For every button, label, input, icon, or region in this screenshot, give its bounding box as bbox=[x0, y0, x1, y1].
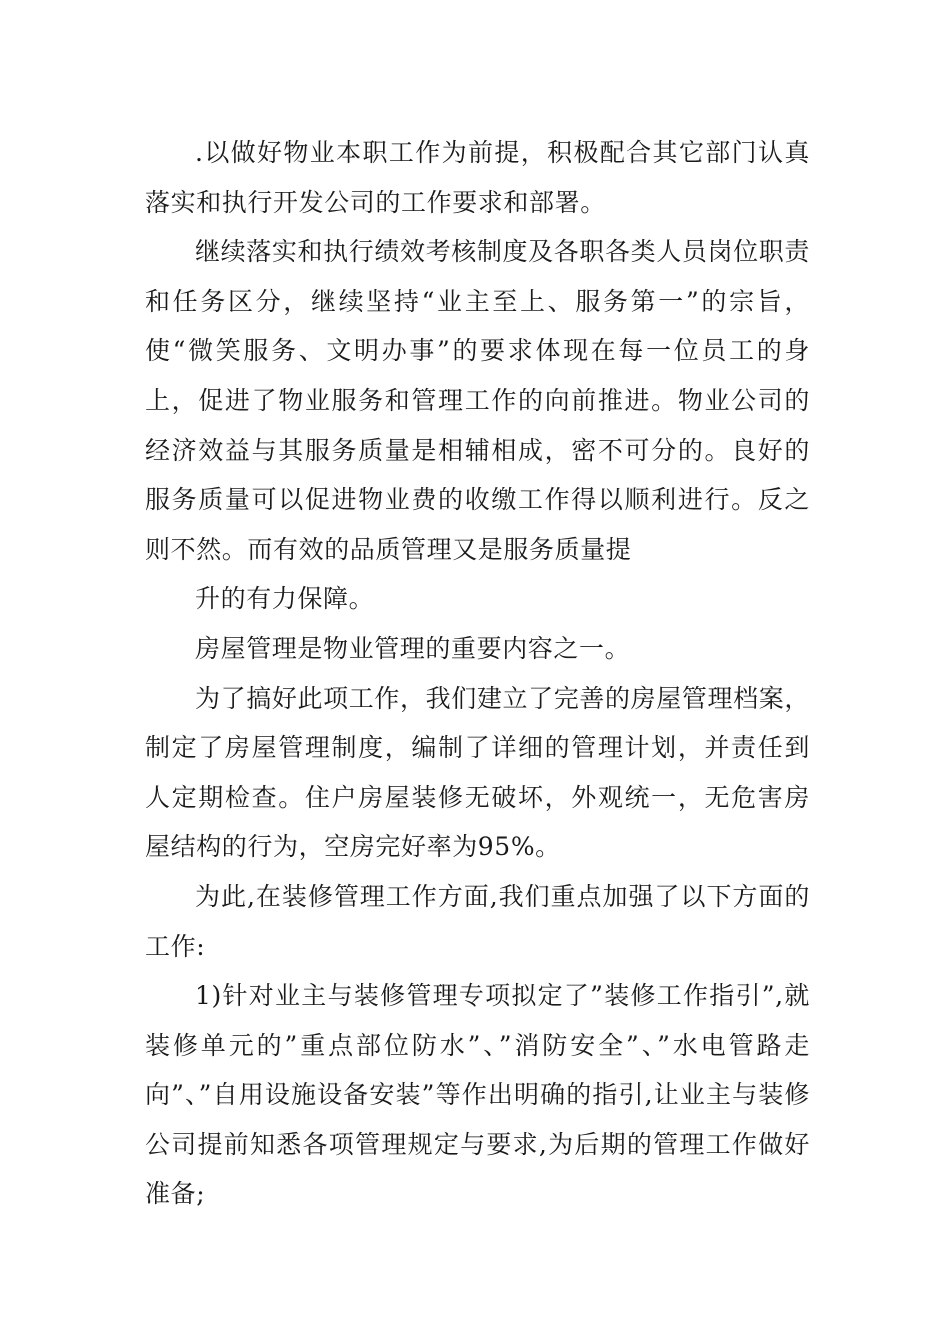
paragraph-6: 为此,在装修管理工作方面,我们重点加强了以下方面的工作: bbox=[145, 881, 810, 961]
paragraph-2: 继续落实和执行绩效考核制度及各职各类人员岗位职责和任务区分，继续坚持“业主至上、服务第一”的宗旨，使“微笑服务、文明办事”的要求体现在每一位员工的身上，促进了物业服务和管理工作的向前推进。物业公司的经济效益与其服务质量是相辅相成，密不可分的。良好的服务质量可以促进物业费的收缴工作得以顺利进行。反之则不然。而有效的品质管理又是服务质量提 bbox=[145, 237, 810, 564]
paragraph-7: 1)针对业主与装修管理专项拟定了”装修工作指引”,就装修单元的”重点部位防水”、”消防安全”、”水电管路走向”、”自用设施设备安装”等作出明确的指引,让业主与装修公司提前知悉各项管理规定与要求,为后期的管理工作做好准备; bbox=[145, 981, 810, 1209]
paragraph-4: 房屋管理是物业管理的重要内容之一。 bbox=[195, 633, 631, 663]
paragraph-1: .以做好物业本职工作为前提，积极配合其它部门认真落实和执行开发公司的工作要求和部署。 bbox=[145, 138, 810, 217]
document-body bbox=[145, 128, 810, 1219]
paragraph-5: 为了搞好此项工作，我们建立了完善的房屋管理档案，制定了房屋管理制度，编制了详细的管理计划，并责任到人定期检查。住户房屋装修无破坏，外观统一，无危害房屋结构的行为，空房完好率为95%。 bbox=[145, 683, 810, 862]
paragraph-3: 升的有力保障。 bbox=[195, 584, 375, 614]
